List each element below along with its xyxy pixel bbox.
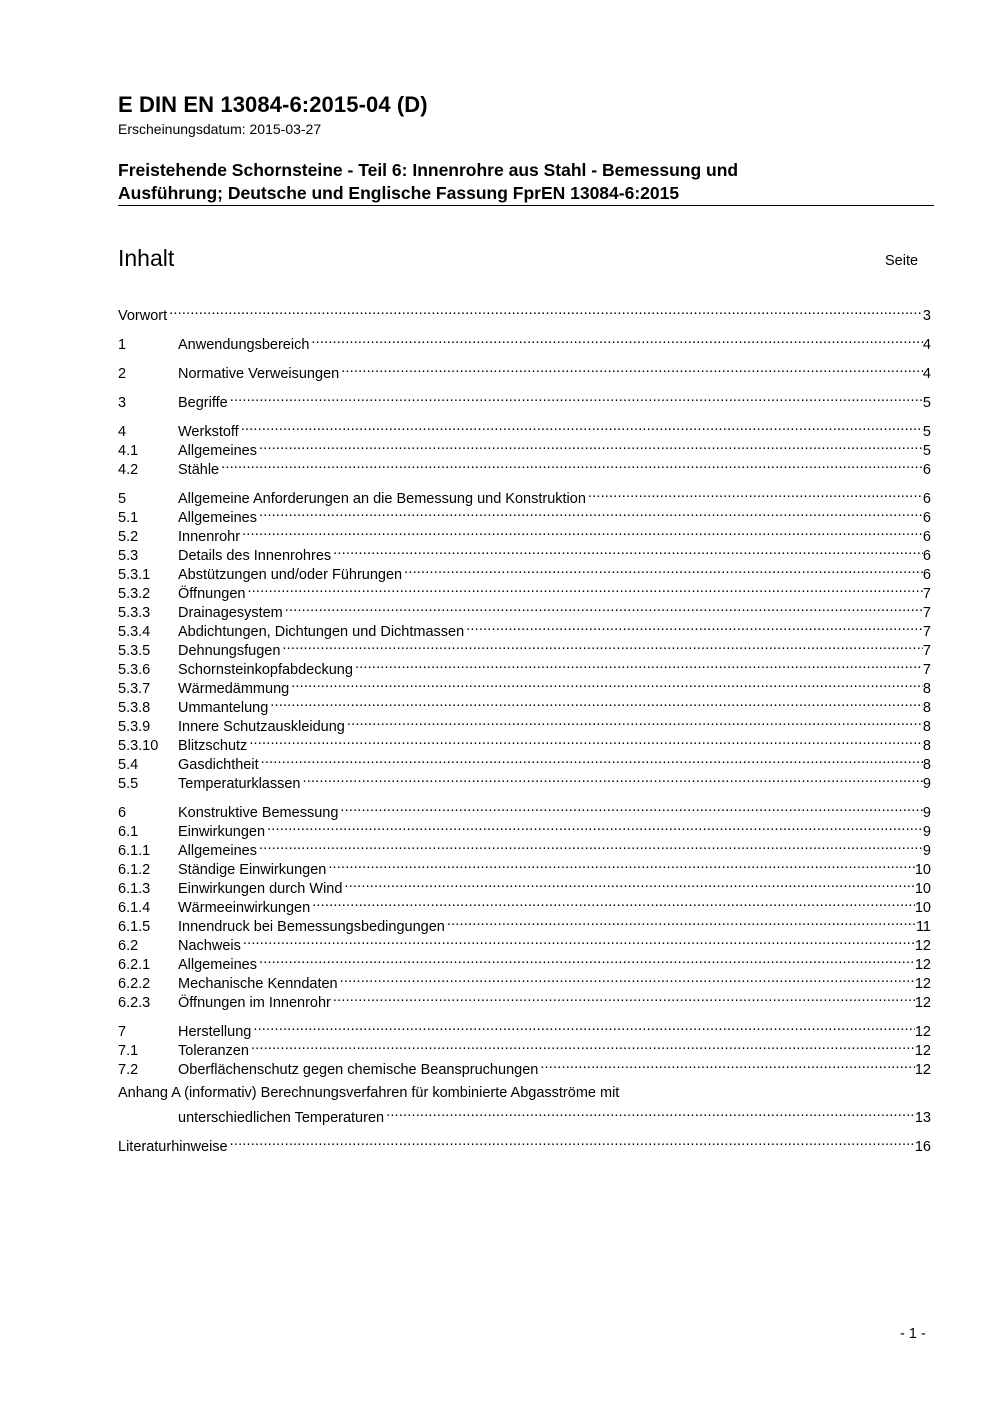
- toc-entry-number: 6.2.3: [118, 995, 151, 1011]
- title-line-1: Freistehende Schornsteine - Teil 6: Innenrohre aus Stahl - Bemessung und: [118, 160, 739, 180]
- toc-entry-label: Allgemeines: [178, 843, 257, 859]
- toc-entry-label: Innendruck bei Bemessungsbedingungen: [178, 919, 445, 935]
- toc-entry-number: 6.1.2: [118, 862, 151, 878]
- toc-entry-label: Abstützungen und/oder Führungen: [178, 567, 403, 583]
- leader-dots: [257, 436, 923, 455]
- toc-entry-number: 7.1: [118, 1043, 139, 1059]
- leader-dots: [342, 874, 914, 893]
- toc-entry-number: 5.3.1: [118, 567, 151, 583]
- toc-entry-number: 5.3.3: [118, 605, 151, 621]
- toc-entry-number: 5.3: [118, 548, 139, 564]
- toc-entry-page: 7: [922, 643, 931, 659]
- toc-entry-page: 12: [914, 976, 931, 992]
- toc-entry-page: 8: [922, 681, 931, 697]
- toc-entry-number: 5: [118, 491, 127, 507]
- toc-entry-label: Details des Innenrohres: [178, 548, 332, 564]
- toc-entry-label: Wärmedämmung: [178, 681, 290, 697]
- toc-heading: Inhalt: [118, 245, 175, 271]
- annex-informative: (informativ): [184, 1085, 257, 1101]
- toc-entry-number: 6.1.4: [118, 900, 151, 916]
- toc-entry-label: Stähle: [178, 462, 220, 478]
- toc-entry-label: Einwirkungen: [178, 824, 266, 840]
- toc-entry-page: 7: [922, 624, 931, 640]
- leader-dots: [538, 1055, 915, 1074]
- toc-entry[interactable]: [118, 359, 931, 382]
- toc-entry-label: Blitzschutz: [178, 738, 248, 754]
- toc-entry-number: 5.3.7: [118, 681, 151, 697]
- toc-entry-label: Herstellung: [178, 1024, 252, 1040]
- leader-dots: [331, 988, 915, 1007]
- toc-entry-page: 10: [914, 900, 931, 916]
- leader-dots: [445, 912, 916, 931]
- toc-entry-page: 10: [914, 862, 931, 878]
- toc-entry-page: 5: [922, 395, 931, 411]
- leader-dots: [586, 484, 923, 503]
- toc-entry-page: 8: [922, 757, 931, 773]
- document-id: E DIN EN 13084-6:2015-04 (D): [118, 92, 428, 117]
- leader-dots: [265, 817, 923, 836]
- toc-entry-label: Ständige Einwirkungen: [178, 862, 327, 878]
- toc-entry-page: 12: [914, 1024, 931, 1040]
- toc-entry-label: Konstruktive Bemessung: [178, 805, 339, 821]
- publication-date: Erscheinungsdatum: 2015-03-27: [118, 121, 322, 137]
- leader-dots: [310, 893, 915, 912]
- toc-entry-label: Toleranzen: [178, 1043, 249, 1059]
- toc-entry-label: Vorwort: [118, 308, 168, 324]
- leader-dots: [239, 417, 923, 436]
- leader-dots: [301, 769, 923, 788]
- toc-entry-page: 11: [915, 919, 931, 935]
- toc-entry[interactable]: [118, 417, 931, 440]
- leader-dots: [240, 522, 923, 541]
- toc-entry-number: 1: [118, 337, 127, 353]
- toc-entry-number: 5.1: [118, 510, 139, 526]
- toc-entry-label: Öffnungen: [178, 586, 246, 602]
- toc-entry-number: 6: [118, 805, 127, 821]
- leader-dots: [339, 359, 923, 378]
- leader-dots: [384, 1103, 915, 1122]
- toc-entry[interactable]: [118, 522, 931, 545]
- toc-entry-page: 6: [922, 462, 931, 478]
- toc-entry-page: 8: [922, 700, 931, 716]
- toc-entry[interactable]: [118, 931, 931, 954]
- leader-dots: [331, 541, 923, 560]
- toc-bibliography-entry[interactable]: [118, 1132, 931, 1155]
- toc-entry-number: 6.2.2: [118, 976, 151, 992]
- leader-dots: [219, 455, 923, 474]
- toc-entry-number: 5.3.2: [118, 586, 151, 602]
- toc-entry-number: 5.3.4: [118, 624, 151, 640]
- annex-page: 13: [914, 1110, 931, 1126]
- toc-entry-label: Dehnungsfugen: [178, 643, 281, 659]
- toc-entry-page: 3: [922, 308, 931, 324]
- toc-entry-page: 12: [914, 995, 931, 1011]
- toc-entry-page: 7: [922, 586, 931, 602]
- toc-entry-number: 5.5: [118, 776, 139, 792]
- toc-entry-label: Drainagesystem: [178, 605, 283, 621]
- toc-entry-label: Ummantelung: [178, 700, 269, 716]
- leader-dots: [283, 598, 923, 617]
- page-column-label: Seite: [885, 253, 919, 269]
- leader-dots: [402, 560, 923, 579]
- leader-dots: [338, 969, 915, 988]
- toc-entry-label: Öffnungen im Innenrohr: [178, 995, 331, 1011]
- document-title: [118, 159, 858, 205]
- toc-entry-page: 12: [914, 957, 931, 973]
- toc-entry-number: 4.1: [118, 443, 139, 459]
- toc-entry[interactable]: [118, 798, 931, 821]
- leader-dots: [247, 731, 923, 750]
- toc-entry-page: 9: [922, 824, 931, 840]
- toc-entry-label: Nachweis: [178, 938, 241, 954]
- toc-entry-number: 6.1: [118, 824, 139, 840]
- toc-entry-label: Allgemeines: [178, 510, 257, 526]
- toc-entry-number: 2: [118, 366, 127, 382]
- toc-entry[interactable]: [118, 330, 931, 353]
- toc-entry-number: 6.1.1: [118, 843, 151, 859]
- toc-entry-label: Allgemeines: [178, 443, 257, 459]
- leader-dots: [259, 750, 923, 769]
- leader-dots: [241, 931, 915, 950]
- toc-annex-entry[interactable]: [118, 1084, 931, 1126]
- leader-dots: [464, 617, 923, 636]
- toc-entry[interactable]: [118, 436, 931, 459]
- toc-entry-label: Gasdichtheit: [178, 757, 259, 773]
- toc-entry-number: 5.3.8: [118, 700, 151, 716]
- toc-entry-label: Anwendungsbereich: [178, 337, 310, 353]
- title-rule: [118, 205, 934, 206]
- toc-entry-page: 4: [922, 337, 931, 353]
- bibliography-label: Literaturhinweise: [118, 1139, 228, 1155]
- toc-entry[interactable]: [118, 1017, 931, 1040]
- toc-entry-label: Werkstoff: [178, 424, 239, 440]
- title-line-2: Ausführung; Deutsche und Englische Fassung FprEN 13084-6:2015: [118, 183, 680, 203]
- toc-entry-number: 6.1.3: [118, 881, 151, 897]
- toc-entry-page: 5: [922, 443, 931, 459]
- toc-entry-page: 6: [922, 567, 931, 583]
- toc-entry-number: 5.4: [118, 757, 139, 773]
- toc-entry-page: 5: [922, 424, 931, 440]
- annex-title-line-1: Berechnungsverfahren für kombinierte Abgasströme mit: [260, 1085, 620, 1101]
- leader-dots: [167, 301, 923, 320]
- toc-entry-label: Oberflächenschutz gegen chemische Beanspruchungen: [178, 1062, 539, 1078]
- toc-entry-label: Abdichtungen, Dichtungen und Dichtmassen: [178, 624, 465, 640]
- leader-dots: [280, 636, 923, 655]
- toc-entry-number: 5.2: [118, 529, 139, 545]
- leader-dots: [249, 1036, 915, 1055]
- leader-dots: [289, 674, 923, 693]
- leader-dots: [245, 579, 922, 598]
- toc-entry-page: 9: [922, 776, 931, 792]
- toc-entry-label: Normative Verweisungen: [178, 366, 340, 382]
- toc-entry-number: 3: [118, 395, 127, 411]
- toc-entry-page: 6: [922, 491, 931, 507]
- bibliography-page: 16: [914, 1139, 931, 1155]
- toc-entry-number: 6.2.1: [118, 957, 151, 973]
- leader-dots: [338, 798, 923, 817]
- toc-entry-number: 4: [118, 424, 127, 440]
- leader-dots: [228, 1132, 915, 1151]
- annex-prefix: Anhang A: [118, 1085, 181, 1101]
- toc-entry-number: 7: [118, 1024, 127, 1040]
- leader-dots: [257, 950, 915, 969]
- toc-entry-page: 12: [914, 938, 931, 954]
- toc-entry-label: Allgemeines: [178, 957, 257, 973]
- leader-dots: [309, 330, 923, 349]
- table-of-contents: [118, 301, 931, 1155]
- toc-entry-page: 4: [922, 366, 931, 382]
- toc-entry-page: 8: [922, 738, 931, 754]
- toc-entry-label: Begriffe: [178, 395, 228, 411]
- toc-entry-label: Allgemeine Anforderungen an die Bemessung und Konstruktion: [178, 491, 586, 507]
- toc-entry-label: Innere Schutzauskleidung: [178, 719, 345, 735]
- leader-dots: [228, 388, 923, 407]
- toc-entry[interactable]: [118, 388, 931, 411]
- toc-entry-number: 5.3.9: [118, 719, 151, 735]
- toc-entry-page: 12: [914, 1062, 931, 1078]
- toc-entry-page: 7: [922, 662, 931, 678]
- toc-entry-number: 7.2: [118, 1062, 139, 1078]
- toc-entry-number: 5.3.5: [118, 643, 151, 659]
- toc-entry-label: Schornsteinkopfabdeckung: [178, 662, 353, 678]
- toc-entry-page: 12: [914, 1043, 931, 1059]
- toc-entry-page: 8: [922, 719, 931, 735]
- toc-entry[interactable]: [118, 484, 931, 507]
- toc-entry-label: Mechanische Kenndaten: [178, 976, 338, 992]
- leader-dots: [353, 655, 923, 674]
- toc-entry-number: 5.3.6: [118, 662, 151, 678]
- toc-entry-label: Einwirkungen durch Wind: [178, 881, 343, 897]
- page-number: - 1 -: [900, 1326, 926, 1342]
- leader-dots: [345, 712, 923, 731]
- toc-entry-label: Wärmeeinwirkungen: [178, 900, 311, 916]
- toc-entry-page: 9: [922, 843, 931, 859]
- toc-entry-label: Temperaturklassen: [178, 776, 301, 792]
- leader-dots: [257, 836, 923, 855]
- leader-dots: [268, 693, 923, 712]
- toc-entry-number: 5.3.10: [118, 738, 159, 754]
- leader-dots: [251, 1017, 915, 1036]
- toc-entry-page: 6: [922, 548, 931, 564]
- toc-entry-page: 10: [914, 881, 931, 897]
- leader-dots: [326, 855, 915, 874]
- toc-entry-page: 6: [922, 529, 931, 545]
- toc-entry[interactable]: [118, 455, 931, 478]
- toc-entry-page: 9: [922, 805, 931, 821]
- toc-entry-label: Innenrohr: [178, 529, 241, 545]
- toc-entry-number: 4.2: [118, 462, 139, 478]
- toc-entry-page: 7: [922, 605, 931, 621]
- annex-title-line-2: unterschiedlichen Temperaturen: [178, 1110, 385, 1126]
- leader-dots: [257, 503, 923, 522]
- toc-entry-number: 6.2: [118, 938, 139, 954]
- toc-entry-page: 6: [922, 510, 931, 526]
- toc-entry-number: 6.1.5: [118, 919, 151, 935]
- toc-entry[interactable]: [118, 301, 931, 324]
